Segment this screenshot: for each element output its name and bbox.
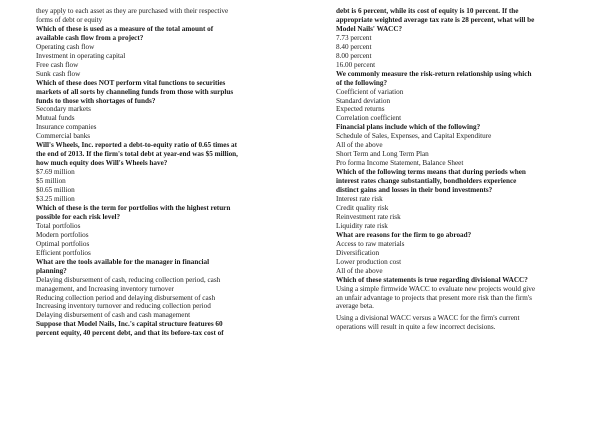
question-text-line: the end of 2013. If the firm's total debt at year-end was $5 million, (36, 150, 238, 159)
question-text-line: Which of these is the term for portfolios with the highest return (36, 203, 231, 212)
answer-text-line: average beta. (336, 302, 374, 311)
answer-text-line: $3.25 million (36, 195, 75, 204)
answer-text-line: Short Term and Long Term Plan (336, 150, 429, 159)
answer-text-line: Investment in operating capital (36, 51, 126, 60)
answer-text-line: All of the above (336, 266, 383, 275)
answer-text-line: Increasing inventory turnover and reducing collection period (36, 302, 211, 311)
question-text-line: debt is 6 percent, while its cost of equity is 10 percent. If the (336, 7, 519, 15)
question-text-line: possible for each risk level? (36, 212, 121, 221)
answer-text-line: Optimal portfolios (36, 239, 90, 248)
answer-text-line: Using a divisional WACC versus a WACC for the firm's current (336, 314, 520, 323)
answer-text-line: 7.73 percent (336, 33, 372, 42)
left-text-column (36, 7, 282, 338)
answer-text-line: Credit quality risk (336, 203, 389, 212)
answer-text-line: Total portfolios (36, 221, 81, 230)
answer-text-line: Delaying disbursement of cash, reducing collection period, cash (36, 275, 221, 284)
question-text-line: What are the tools available for the manager in financial (36, 257, 210, 266)
question-text-line: Suppose that Model Nails, Inc.'s capital structure features 60 (36, 320, 223, 329)
question-text-line: planning? (36, 266, 67, 275)
answer-text-line: Interest rate risk (336, 195, 383, 204)
question-text-line: how much equity does Will's Wheels have? (36, 159, 168, 168)
answer-text-line: Reducing collection period and delaying disbursement of cash (36, 293, 216, 302)
question-text-line: available cash flow from a project? (36, 33, 144, 42)
answer-text-line: management, and Increasing inventory turnover (36, 284, 174, 293)
answer-text-line: operations will result in quite a few incorrect decisions. (336, 323, 496, 332)
question-text-line: of the following? (336, 78, 388, 87)
question-text-line: Which of the following terms means that during periods when (336, 168, 526, 177)
answer-text-line: Free cash flow (36, 60, 79, 69)
question-text-line: What are reasons for the firm to go abroad? (336, 230, 472, 239)
answer-text-line: Pro forma Income Statement, Balance Sheet (336, 159, 464, 168)
answer-text-line: Correlation coefficient (336, 114, 402, 123)
answer-text-line: Schedule of Sales, Expenses, and Capital Expenditure (336, 132, 492, 141)
answer-text-line: Coefficient of variation (336, 87, 404, 96)
question-text-line: funds to those with shortages of funds? (36, 96, 156, 105)
answer-text-line: Sunk cash flow (36, 69, 81, 78)
answer-text-line: $0.65 million (36, 186, 75, 195)
question-text-line: Which of these statements is true regarding divisional WACC? (336, 275, 528, 284)
answer-text-line: All of the above (336, 141, 383, 150)
question-text-line: We commonly measure the risk-return relationship using which (336, 69, 532, 78)
answer-text-line: Commercial banks (36, 132, 91, 141)
answer-text-line: $7.69 million (36, 168, 75, 177)
answer-text-line: Mutual funds (36, 114, 75, 123)
question-text-line: distinct gains and losses in their bond investments? (336, 186, 493, 195)
answer-text-line: Liquidity rate risk (336, 221, 388, 230)
answer-text-line: Modern portfolios (36, 230, 89, 239)
answer-text-line: $5 million (36, 177, 66, 186)
question-text-line: Which of these is used as a measure of the total amount of (36, 24, 214, 33)
right-text-column (336, 7, 582, 332)
answer-text-line: Standard deviation (336, 96, 391, 105)
answer-text-line: 16.00 percent (336, 60, 376, 69)
answer-text-line: Insurance companies (36, 123, 97, 132)
question-text-line: appropriate weighted average tax rate is 28 percent, what will be (336, 15, 535, 24)
answer-text-line: Delaying disbursement of cash and cash management (36, 311, 191, 320)
answer-text-line: Efficient portfolios (36, 248, 91, 257)
question-text-line: Will's Wheels, Inc. reported a debt-to-equity ratio of 0.65 times at (36, 141, 238, 150)
question-text-line: markets of all sorts by channeling funds from those with surplus (36, 87, 234, 96)
answer-text-line: an unfair advantage to projects that present more risk than the firm's (336, 293, 532, 302)
question-text-line: interest rates change substantially, bondholders experience (336, 177, 517, 186)
answer-text-line: Using a simple firmwide WACC to evaluate new projects would give (336, 284, 536, 293)
answer-text-line: Expected returns (336, 105, 385, 114)
question-text-line: Model Nails' WACC? (336, 24, 403, 33)
answer-text-line: Access to raw materials (336, 239, 405, 248)
answer-text-line: 8.00 percent (336, 51, 372, 60)
answer-text-line: forms of debt or equity (36, 15, 103, 24)
answer-text-line: they apply to each asset as they are purchased with their respective (36, 7, 229, 15)
question-text-line: percent equity, 40 percent debt, and that its before-tax cost of (36, 329, 224, 338)
question-text-line: Which of these does NOT perform vital functions to securities (36, 78, 226, 87)
answer-text-line: Operating cash flow (36, 42, 95, 51)
answer-text-line: Secondary markets (36, 105, 91, 114)
answer-text-line: Lower production cost (336, 257, 402, 266)
answer-text-line: Reinvestment rate risk (336, 212, 401, 221)
answer-text-line: 8.40 percent (336, 42, 372, 51)
question-text-line: Financial plans include which of the following? (336, 123, 481, 132)
answer-text-line: Diversification (336, 248, 380, 257)
